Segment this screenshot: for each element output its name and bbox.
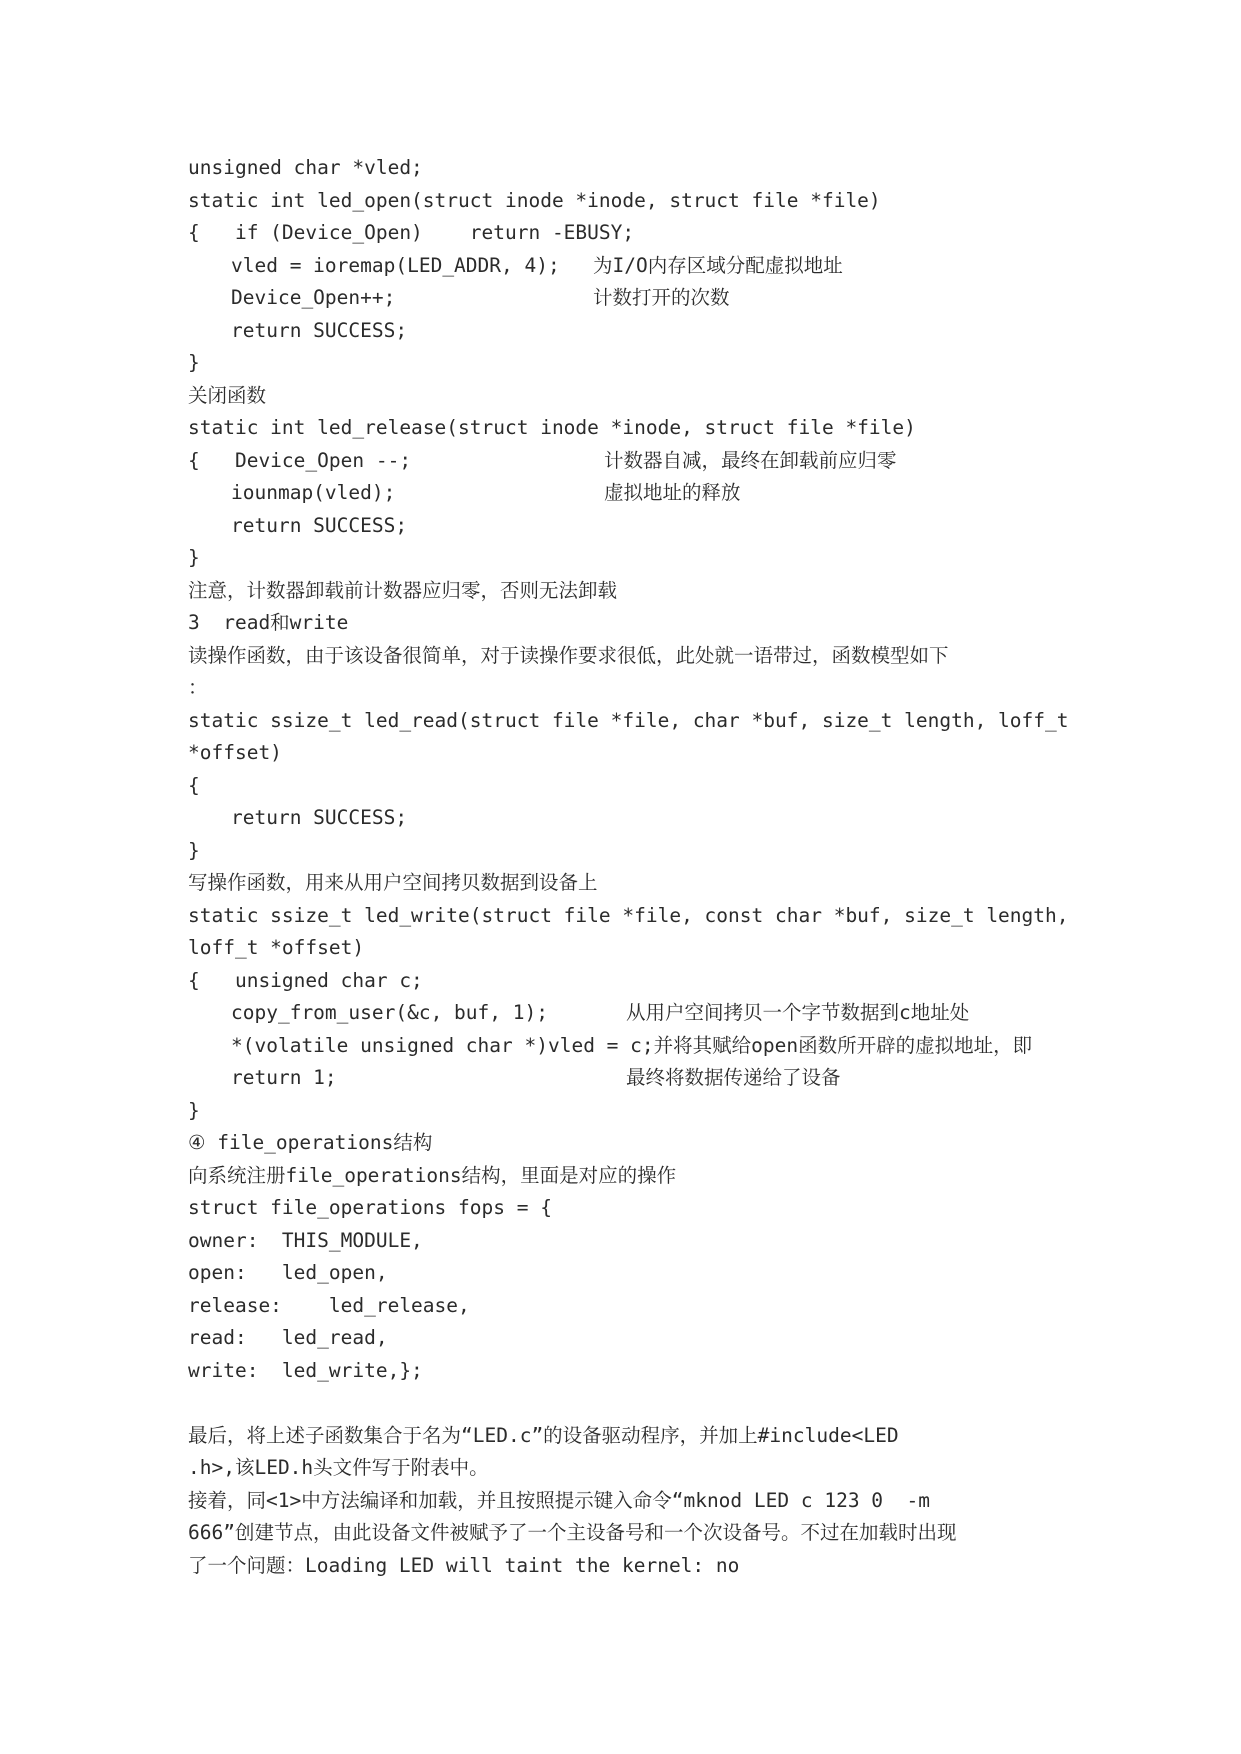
line-text: { if (Device_Open) return -EBUSY; xyxy=(188,221,635,244)
document-line xyxy=(188,1452,1088,1485)
document-line xyxy=(188,1420,1088,1453)
line-text: copy_from_user(&c, buf, 1); xyxy=(231,1001,548,1024)
document-line xyxy=(188,347,1088,380)
line-text: 3 read和write xyxy=(188,611,349,634)
document-line xyxy=(188,1322,1088,1355)
line-text: owner: THIS_MODULE, xyxy=(188,1228,423,1252)
document-line xyxy=(188,250,1088,283)
line-text: } xyxy=(188,838,200,862)
document-line xyxy=(188,835,1088,868)
document-line xyxy=(188,1355,1088,1388)
line-text: } xyxy=(188,1098,200,1122)
document-line xyxy=(188,770,1088,803)
line-text: { Device_Open --; xyxy=(188,448,412,472)
document-line xyxy=(188,152,1088,185)
line-text: static int led_release(struct inode *inode, struct file *file) xyxy=(188,416,916,439)
line-comment: 计数器自减，最终在卸载前应归零 xyxy=(604,448,897,472)
document-line xyxy=(188,900,1088,933)
document-line xyxy=(188,1550,1088,1583)
line-text: 向系统注册file_operations结构，里面是对应的操作 xyxy=(188,1163,677,1187)
document-line xyxy=(188,705,1088,738)
line-text: struct file_operations fops = { xyxy=(188,1196,552,1219)
line-text: write: led_write,}; xyxy=(188,1358,423,1382)
document-line xyxy=(188,1192,1088,1225)
document-line xyxy=(188,1225,1088,1258)
line-text: return SUCCESS; xyxy=(231,318,408,342)
line-text: Device_Open++; xyxy=(231,286,396,309)
document-line xyxy=(188,477,1088,510)
line-text: 读操作函数，由于该设备很简单，对于读操作要求很低，此处就一语带过，函数模型如下 xyxy=(188,643,949,667)
document-line xyxy=(188,672,1088,705)
line-text: static ssize_t led_write(struct file *file, const char *buf, size_t length, xyxy=(188,903,1069,927)
line-text: 写操作函数，用来从用户空间拷贝数据到设备上 xyxy=(188,871,598,894)
document-line xyxy=(188,932,1088,965)
document-line xyxy=(188,282,1088,315)
line-text: iounmap(vled); xyxy=(231,481,396,504)
document-line xyxy=(188,1160,1088,1193)
document-line xyxy=(188,1062,1088,1095)
line-text: unsigned char *vled; xyxy=(188,156,423,179)
line-text: static ssize_t led_read(struct file *file, char *buf, size_t length, loff_t xyxy=(188,708,1069,732)
line-text: static int led_open(struct inode *inode, struct file *file) xyxy=(188,188,881,212)
line-text: loff_t *offset) xyxy=(188,936,365,959)
line-text: return SUCCESS; xyxy=(231,513,408,537)
line-text: .h>,该LED.h头文件写于附表中。 xyxy=(188,1456,489,1479)
line-text: open: led_open, xyxy=(188,1261,388,1284)
line-text: 666”创建节点，由此设备文件被赋予了一个主设备号和一个次设备号。不过在加载时出现 xyxy=(188,1521,957,1544)
document-line xyxy=(188,217,1088,250)
document-line xyxy=(188,542,1088,575)
document-line xyxy=(188,607,1088,640)
document-line xyxy=(188,1290,1088,1323)
document-line xyxy=(188,1127,1088,1160)
line-text: } xyxy=(188,351,200,374)
document-line xyxy=(188,1517,1088,1550)
document-line xyxy=(188,997,1088,1030)
line-comment: 计数打开的次数 xyxy=(593,286,730,309)
document-line xyxy=(188,737,1088,770)
line-text: { unsigned char c; xyxy=(188,968,423,992)
line-text: } xyxy=(188,546,200,569)
line-comment: 最终将数据传递给了设备 xyxy=(626,1066,841,1089)
line-comment: 虚拟地址的释放 xyxy=(604,481,741,504)
document-line xyxy=(188,510,1088,543)
line-text: 最后，将上述子函数集合于名为“LED.c”的设备驱动程序，并加上#include<LED xyxy=(188,1423,899,1447)
line-text: 关闭函数 xyxy=(188,383,267,407)
line-text: release: led_release, xyxy=(188,1293,470,1317)
document-line xyxy=(188,1030,1088,1063)
document-line xyxy=(188,380,1088,413)
document-line xyxy=(188,445,1088,478)
line-text: return SUCCESS; xyxy=(231,806,408,829)
line-text: *offset) xyxy=(188,741,282,764)
line-text: return 1; xyxy=(231,1066,337,1089)
line-text: vled = ioremap(LED_ADDR, 4); xyxy=(231,253,560,277)
line-text: 接着，同<1>中方法编译和加载，并且按照提示键入命令“mknod LED c 123 0 -m xyxy=(188,1488,931,1512)
line-text: *(volatile unsigned char *)vled = c;并将其赋给open函数所开辟的虚拟地址，即 xyxy=(231,1033,1033,1057)
document-line xyxy=(188,1387,1088,1420)
line-text: read: led_read, xyxy=(188,1326,388,1349)
document-line xyxy=(188,640,1088,673)
line-text: { xyxy=(188,773,200,797)
document-line xyxy=(188,1485,1088,1518)
line-comment: 从用户空间拷贝一个字节数据到c地址处 xyxy=(626,1001,970,1024)
document-line xyxy=(188,867,1088,900)
line-text: 注意，计数器卸载前计数器应归零，否则无法卸载 xyxy=(188,578,618,602)
document-line xyxy=(188,412,1088,445)
line-text: ④ file_operations结构 xyxy=(188,1131,433,1154)
document-line xyxy=(188,575,1088,608)
document-body xyxy=(188,152,1088,1582)
document-line xyxy=(188,315,1088,348)
document-line xyxy=(188,802,1088,835)
line-text: 了一个问题：Loading LED will taint the kernel: no xyxy=(188,1553,740,1577)
document-line xyxy=(188,185,1088,218)
document-line xyxy=(188,965,1088,998)
document-line xyxy=(188,1095,1088,1128)
line-comment: 为I/O内存区域分配虚拟地址 xyxy=(593,253,843,277)
document-line xyxy=(188,1257,1088,1290)
line-text: ： xyxy=(188,676,208,699)
